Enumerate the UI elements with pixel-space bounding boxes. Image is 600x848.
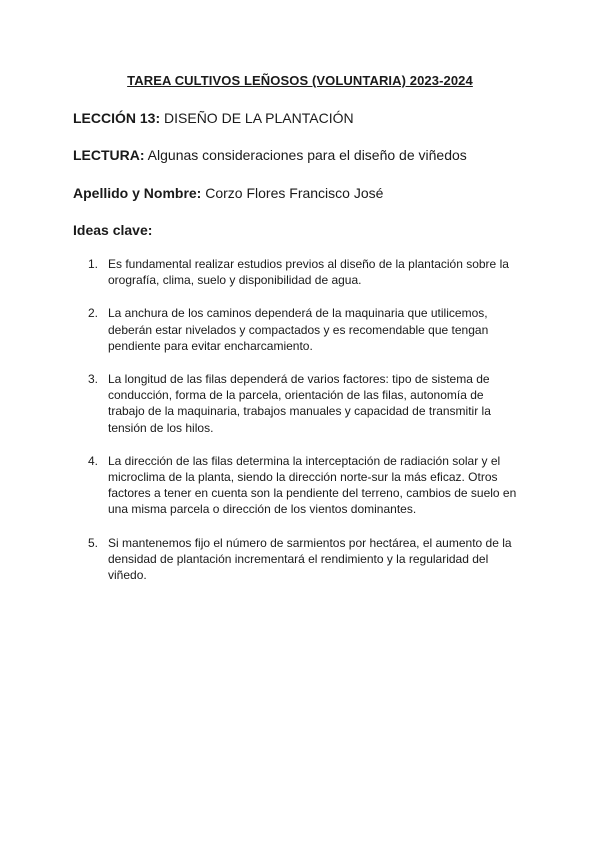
list-item xyxy=(73,305,523,354)
list-item xyxy=(73,453,523,518)
student-name-label: Apellido y Nombre: xyxy=(73,185,202,201)
lesson-value: DISEÑO DE LA PLANTACIÓN xyxy=(164,110,354,126)
list-item xyxy=(73,535,523,584)
list-item-number: 4. xyxy=(88,453,99,468)
student-name-field xyxy=(73,185,383,201)
reading-value: Algunas consideraciones para el diseño de viñedos xyxy=(147,147,467,163)
lesson-label: LECCIÓN 13: xyxy=(73,110,161,126)
ideas-heading: Ideas clave: xyxy=(73,222,153,238)
list-item-number: 2. xyxy=(88,306,99,321)
ideas-list xyxy=(73,256,523,600)
list-item xyxy=(73,371,523,436)
list-item-text: La dirección de las filas determina la interceptación de radiación solar y el microclima de la planta, siendo la dirección norte-sur la más eficaz. Otros factores a tener en cuenta son la pendiente del terreno, cambios de suelo en una misma parcela o dirección de los vientos dominantes. xyxy=(108,453,517,517)
student-name-value: Corzo Flores Francisco José xyxy=(205,185,384,201)
reading-field xyxy=(73,147,467,163)
list-item-number: 1. xyxy=(88,257,99,271)
list-item-text: La longitud de las filas dependerá de varios factores: tipo de sistema de conducción, forma de la parcela, orientación de las filas, autonomía de trabajo de la maquinaria, trabajos manuales y capacidad de transmitir la tensión de los hilos. xyxy=(108,372,491,435)
list-item-text: Si mantenemos fijo el número de sarmientos por hectárea, el aumento de la densidad de plantación incrementará el rendimiento y la regularidad del viñedo. xyxy=(108,535,512,583)
list-item-text: La anchura de los caminos dependerá de la maquinaria que utilicemos, deberán estar nivelados y compactados y es recomendable que tengan pendiente para evitar encharcamiento. xyxy=(108,306,489,353)
lesson-field xyxy=(73,110,354,126)
list-item-text: Es fundamental realizar estudios previos al diseño de la plantación sobre la orografía, clima, suelo y disponibilidad de agua. xyxy=(108,257,509,288)
list-item-number: 5. xyxy=(88,535,99,550)
list-item-number: 3. xyxy=(88,372,99,387)
document-title: TAREA CULTIVOS LEÑOSOS (VOLUNTARIA) 2023-2024 xyxy=(127,73,473,88)
list-item xyxy=(73,256,523,288)
reading-label: LECTURA: xyxy=(73,147,145,163)
